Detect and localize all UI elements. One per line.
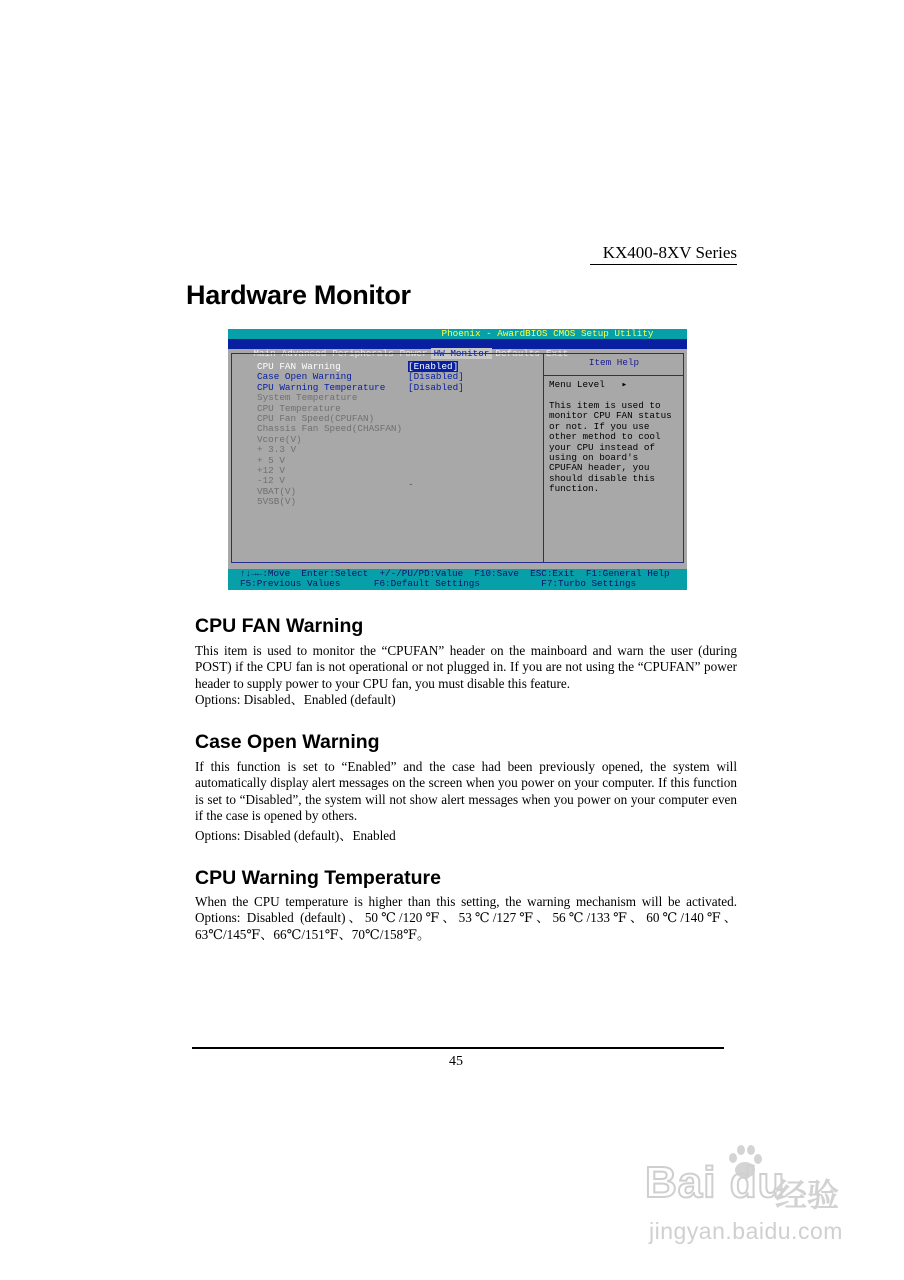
watermark-url: jingyan.baidu.com [649, 1218, 843, 1244]
bios-value-cpu-fan-warning-text: [Enabled] [408, 361, 459, 372]
bios-menu-exit[interactable]: Exit [546, 348, 569, 359]
bios-help-line: function. [549, 483, 600, 495]
bios-menu-power[interactable]: Power [399, 348, 428, 359]
bios-value-dash: - [408, 479, 414, 490]
bios-menu-main[interactable]: Main [253, 348, 276, 359]
bios-menu-hw-monitor[interactable]: HW Monitor [431, 348, 493, 359]
watermark-chinese: 经验 [775, 1176, 840, 1214]
bios-key-legend-line: F5:Previous Values F6:Default Settings F7:Turbo Settings [240, 578, 637, 589]
heading-cpu-fan-warning: CPU FAN Warning [195, 615, 364, 637]
bios-item-cpu-warning-temperature[interactable]: CPU Warning Temperature [257, 381, 386, 393]
bios-value-list [408, 362, 464, 393]
bios-help-title: Item Help [588, 357, 640, 368]
bios-item-list [257, 362, 402, 507]
baidu-watermark [635, 1140, 865, 1250]
series-label: KX400-8XV Series [590, 243, 737, 265]
bios-key-legend [228, 569, 687, 590]
bios-item-system-temperature: System Temperature [257, 392, 358, 404]
options-cpu-fan-warning: Options: Disabled、Enabled (default) [195, 692, 396, 707]
bios-panel-divider [543, 354, 544, 562]
bios-menu-advanced[interactable]: Advanced [281, 348, 327, 359]
bios-screenshot [228, 329, 687, 590]
bios-item-3v3: + 3.3 V [257, 444, 297, 456]
page-number: 45 [449, 1054, 463, 1069]
bios-menu-defaults[interactable]: Defaults [495, 348, 541, 359]
bios-help-line: CPUFAN header, you [549, 462, 650, 474]
bios-help-text [549, 401, 685, 495]
bios-key-legend-line: ↑↓→←:Move Enter:Select +/-/PU/PD:Value F10:Save ESC:Exit F1:General Help [240, 568, 670, 579]
bios-menu-peripherals[interactable]: Peripherals [332, 348, 394, 359]
bios-item-5v: + 5 V [257, 454, 285, 466]
options-case-open-warning: Options: Disabled (default)、Enabled [195, 828, 396, 843]
bios-item-cpu-fan-speed: CPU Fan Speed(CPUFAN) [257, 412, 375, 424]
bios-item-neg12v: -12 V [257, 475, 285, 487]
bios-item-chassis-fan-speed: Chassis Fan Speed(CHASFAN) [257, 423, 403, 435]
bios-item-cpu-temperature: CPU Temperature [257, 402, 341, 414]
heading-case-open-warning: Case Open Warning [195, 731, 380, 753]
bios-item-vbat: VBAT(V) [257, 485, 297, 497]
bios-item-cpu-fan-warning[interactable]: CPU FAN Warning [257, 361, 341, 372]
bios-help-rule [544, 375, 684, 376]
bios-item-vcore: Vcore(V) [257, 433, 302, 445]
bios-panel [231, 353, 684, 563]
paragraph-cpu-fan-warning: This item is used to monitor the “CPUFAN” header on the mainboard and warn the user (during POST) if the CPU fan is not operational or not plugged in. If you are not using the “CPUFAN” power header to supply power to your CPU fan, you must disable this feature. [195, 643, 737, 691]
bios-help-line: other method to cool [549, 431, 661, 443]
paragraph-cpu-warning-temperature: When the CPU temperature is higher than this setting, the warning mechanism will be activated. Options: Disabled (default)、50℃/120℉、53℃/127℉、56℃/133℉、60℃/140℉、63℃/145℉、66℃/151℉、70℃/158℉。 [195, 894, 737, 942]
bios-menu-level: Menu Level ▸ [549, 379, 628, 390]
bios-help-line: or not. If you use [549, 420, 650, 432]
page-title: Hardware Monitor [186, 280, 411, 310]
bios-title: Phoenix - AwardBIOS CMOS Setup Utility [228, 329, 687, 339]
footer-rule [192, 1047, 724, 1049]
bios-help-line: your CPU instead of [549, 441, 656, 453]
bios-help-line: monitor CPU FAN status [549, 410, 672, 422]
bios-value-cpu-warning-temperature[interactable]: [Disabled] [408, 381, 464, 393]
bios-menu-bar [228, 339, 687, 359]
bios-help-line: should disable this [549, 472, 656, 484]
bios-item-12v: +12 V [257, 464, 285, 476]
watermark-logo: Bai du [645, 1158, 786, 1207]
paragraph-case-open-warning: If this function is set to “Enabled” and the case had been previously opened, the system will automatically display alert messages on the screen when you power on your computer. If this function is set to “Disabled”, the system will not show alert messages when you power on your computer even if the case is opened by others. [195, 759, 737, 824]
heading-cpu-warning-temperature: CPU Warning Temperature [195, 867, 441, 889]
bios-help-line: This item is used to [549, 400, 661, 411]
bios-item-5vsb: 5VSB(V) [257, 496, 297, 508]
bios-value-case-open-warning[interactable]: [Disabled] [408, 371, 464, 383]
bios-item-case-open-warning[interactable]: Case Open Warning [257, 371, 352, 383]
bios-help-line: using on board's [549, 452, 639, 464]
